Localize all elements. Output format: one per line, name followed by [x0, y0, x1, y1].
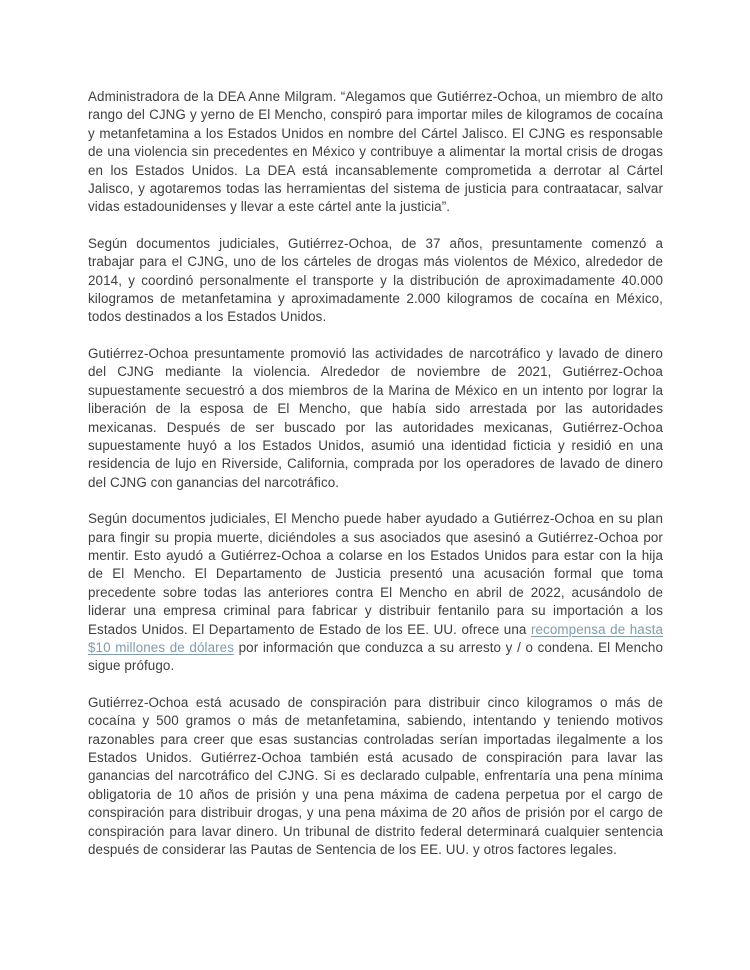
paragraph-charges-sentencing: Gutiérrez-Ochoa está acusado de conspiración para distribuir cinco kilogramos o más de cocaína y 500 gramos o más de metanfetamina, sabiendo, intentando y teniendo motivos razonables para creer que esas sustancias controladas serían importadas ilegalmente a los Estados Unidos. Gutiérrez-Ochoa también está acusado de conspiración para lavar las ganancias del narcotráfico del CJNG. Si es declarado culpable, enfrentaría una pena mínima obligatoria de 10 años de prisión y una pena máxima de cadena perpetua por el cargo de conspiración para distribuir drogas, y una pena máxima de 20 años de prisión por el cargo de conspiración para lavar dinero. Un tribunal de distrito federal determinará cualquier sentencia después de considerar las Pautas de Sentencia de los EE. UU. y otros factores legales. [88, 694, 663, 858]
paragraph-court-documents-trafficking: Según documentos judiciales, Gutiérrez-Ochoa, de 37 años, presuntamente comenzó a trabajar para el CJNG, uno de los cárteles de drogas más violentos de México, alrededor de 2014, y coordinó personalmente el transporte y la distribución de aproximadamente 40.000 kilogramos de metanfetamina y aproximadamente 2.000 kilogramos de cocaína en México, todos destinados a los Estados Unidos. [88, 235, 663, 325]
paragraph-text-before-link: Según documentos judiciales, El Mencho puede haber ayudado a Gutiérrez-Ochoa en su plan para fingir su propia muerte, diciéndoles a sus asociados que asesinó a Gutiérrez-Ochoa por mentir. Esto ayudó a Gutiérrez-Ochoa a colarse en los Estados Unidos para estar con la hija de El Mencho. El Departamento de Justicia presentó una acusación formal que toma precedente sobre todas las anteriores contra El Mencho en abril de 2022, acusándolo de liderar una empresa criminal para fabricar y distribuir fentanilo para su importación a los Estados Unidos. El Departamento de Estado de los EE. UU. ofrece una [88, 511, 663, 637]
paragraph-faked-death-indictment [88, 510, 663, 676]
paragraph-dea-administrator-quote: Administradora de la DEA Anne Milgram. “Alegamos que Gutiérrez-Ochoa, un miembro de alto rango del CJNG y yerno de El Mencho, conspiró para importar miles de kilogramos de cocaína y metanfetamina a los Estados Unidos en nombre del Cártel Jalisco. El CJNG es responsable de una violencia sin precedentes en México y contribuye a alimentar la mortal crisis de drogas en los Estados Unidos. La DEA está incansablemente comprometida a derrotar al Cártel Jalisco, y agotaremos todas las herramientas del sistema de justicia para contraatacar, salvar vidas estadounidenses y llevar a este cártel ante la justicia”. [88, 89, 663, 215]
paragraph-violence-kidnapping: Gutiérrez-Ochoa presuntamente promovió las actividades de narcotráfico y lavado de dinero del CJNG mediante la violencia. Alrededor de noviembre de 2021, Gutiérrez-Ochoa supuestamente secuestró a dos miembros de la Marina de México en un intento por lograr la liberación de la esposa de El Mencho, que había sido arrestada por las autoridades mexicanas. Después de ser buscado por las autoridades mexicanas, Gutiérrez-Ochoa supuestamente huyó a los Estados Unidos, asumió una identidad ficticia y residió en una residencia de lujo en Riverside, California, comprada por los operadores de lavado de dinero del CJNG con ganancias del narcotráfico. [88, 345, 663, 490]
paragraph-text-after-link: por información que conduzca a su arresto y / o condena. El Mencho sigue prófugo. [88, 639, 664, 674]
reward-link[interactable]: recompensa de hasta $10 millones de dólares [88, 621, 663, 655]
